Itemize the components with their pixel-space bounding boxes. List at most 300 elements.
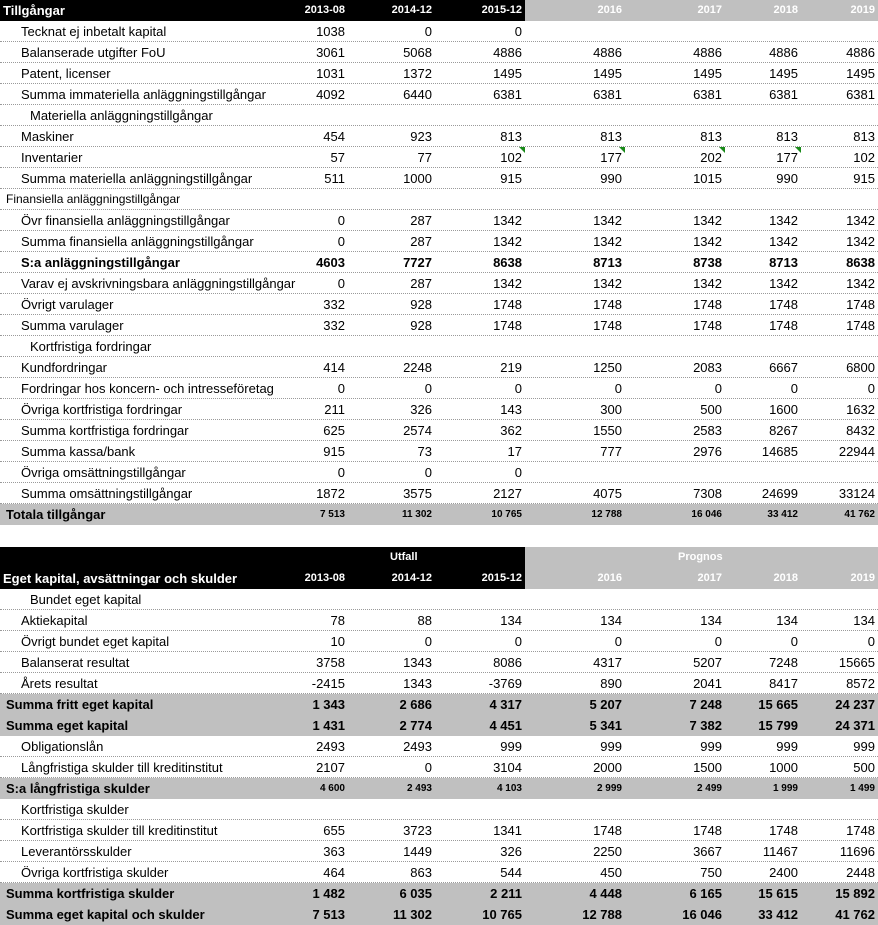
value-cell[interactable] xyxy=(625,336,725,357)
value-cell[interactable]: 2000 xyxy=(593,760,622,775)
period-header[interactable]: 2015-12 xyxy=(481,4,522,16)
value-cell[interactable]: 15 892 xyxy=(835,886,875,901)
period-header[interactable]: 2018 xyxy=(773,572,798,584)
row-label[interactable]: Kundfordringar xyxy=(21,360,107,375)
value-cell[interactable] xyxy=(801,462,878,483)
value-cell[interactable]: 4603 xyxy=(316,255,345,270)
value-cell[interactable]: 6381 xyxy=(693,87,722,102)
row-label[interactable]: Leverantörsskulder xyxy=(21,844,132,859)
value-cell[interactable]: 10 xyxy=(330,634,345,649)
value-cell[interactable]: 1 482 xyxy=(312,886,345,901)
value-cell[interactable]: 928 xyxy=(410,318,432,333)
period-header[interactable]: 2014-12 xyxy=(391,572,432,584)
value-cell[interactable]: 57 xyxy=(330,150,345,165)
row-label[interactable]: Summa omsättningstillgångar xyxy=(21,486,193,501)
value-cell[interactable]: 1372 xyxy=(403,66,432,81)
value-cell[interactable]: 332 xyxy=(323,297,345,312)
value-cell[interactable]: 2583 xyxy=(693,423,722,438)
value-cell[interactable]: 2107 xyxy=(316,760,345,775)
row-label[interactable]: S:a långfristiga skulder xyxy=(6,781,150,796)
value-cell[interactable]: 8638 xyxy=(846,255,875,270)
row-label[interactable]: Summa kassa/bank xyxy=(21,444,136,459)
value-cell[interactable]: 4 317 xyxy=(489,697,522,712)
value-cell[interactable]: 10 765 xyxy=(482,907,522,922)
value-cell[interactable] xyxy=(801,189,878,210)
value-cell[interactable]: 4886 xyxy=(593,45,622,60)
value-cell[interactable]: 7248 xyxy=(769,655,798,670)
value-cell[interactable]: 5 207 xyxy=(589,697,622,712)
value-cell[interactable]: 813 xyxy=(700,129,722,144)
value-cell[interactable]: 999 xyxy=(700,739,722,754)
row-label[interactable]: Balanserade utgifter FoU xyxy=(21,45,166,60)
value-cell[interactable]: 10 765 xyxy=(491,509,522,520)
value-cell[interactable]: 1342 xyxy=(846,213,875,228)
value-cell[interactable] xyxy=(725,336,801,357)
value-cell[interactable]: 0 xyxy=(424,381,432,396)
value-cell[interactable]: 1748 xyxy=(693,318,722,333)
value-cell[interactable]: 2127 xyxy=(493,486,522,501)
value-cell[interactable] xyxy=(348,589,435,610)
value-cell[interactable] xyxy=(258,189,348,210)
value-cell[interactable]: 1342 xyxy=(593,276,622,291)
value-cell[interactable]: 0 xyxy=(514,465,522,480)
value-cell[interactable]: 813 xyxy=(600,129,622,144)
value-cell[interactable]: 1550 xyxy=(593,423,622,438)
value-cell[interactable]: 0 xyxy=(867,634,875,649)
value-cell[interactable]: 287 xyxy=(410,213,432,228)
value-cell[interactable]: 3061 xyxy=(316,45,345,60)
value-cell[interactable]: 8738 xyxy=(693,255,722,270)
value-cell[interactable]: 5068 xyxy=(403,45,432,60)
value-cell[interactable]: 655 xyxy=(323,823,345,838)
value-cell[interactable] xyxy=(625,799,725,820)
row-label[interactable]: Summa eget kapital och skulder xyxy=(6,907,205,922)
value-cell[interactable]: 1342 xyxy=(769,213,798,228)
value-cell[interactable]: 300 xyxy=(600,402,622,417)
value-cell[interactable]: 4886 xyxy=(693,45,722,60)
row-label[interactable]: Övr finansiella anläggningstillgångar xyxy=(21,213,230,228)
value-cell[interactable]: 8713 xyxy=(769,255,798,270)
value-cell[interactable]: 1341 xyxy=(493,823,522,838)
value-cell[interactable]: 33 412 xyxy=(758,907,798,922)
value-cell[interactable]: 41 762 xyxy=(844,509,875,520)
value-cell[interactable]: 1342 xyxy=(493,276,522,291)
row-label[interactable]: Varav ej avskrivningsbara anläggningstillgångar xyxy=(21,276,296,291)
value-cell[interactable]: 1748 xyxy=(693,297,722,312)
row-label[interactable]: Summa kortfristiga fordringar xyxy=(21,423,189,438)
value-cell[interactable] xyxy=(435,336,525,357)
value-cell[interactable]: 17 xyxy=(507,444,522,459)
value-cell[interactable] xyxy=(258,336,348,357)
value-cell[interactable]: 2248 xyxy=(403,360,432,375)
period-header[interactable]: 2019 xyxy=(850,4,875,16)
value-cell[interactable]: 134 xyxy=(700,613,722,628)
value-cell[interactable]: 0 xyxy=(714,381,722,396)
row-label[interactable]: Långfristiga skulder till kreditinstitut xyxy=(21,760,223,775)
value-cell[interactable]: 143 xyxy=(500,402,522,417)
value-cell[interactable] xyxy=(258,799,348,820)
value-cell[interactable]: 7 513 xyxy=(319,509,345,520)
value-cell[interactable]: 16 046 xyxy=(682,907,722,922)
value-cell[interactable]: 134 xyxy=(853,613,875,628)
value-cell[interactable]: 0 xyxy=(514,381,522,396)
value-cell[interactable]: 177 xyxy=(725,147,801,168)
value-cell[interactable]: 813 xyxy=(500,129,522,144)
value-cell[interactable]: 6667 xyxy=(769,360,798,375)
value-cell[interactable]: 813 xyxy=(776,129,798,144)
value-cell[interactable]: 1748 xyxy=(846,297,875,312)
value-cell[interactable] xyxy=(725,589,801,610)
value-cell[interactable]: 3104 xyxy=(493,760,522,775)
value-cell[interactable]: 134 xyxy=(776,613,798,628)
value-cell[interactable]: 777 xyxy=(600,444,622,459)
value-cell[interactable] xyxy=(625,589,725,610)
value-cell[interactable]: 102 xyxy=(853,150,875,165)
value-cell[interactable]: 211 xyxy=(324,402,345,417)
value-cell[interactable]: 15 665 xyxy=(758,697,798,712)
value-cell[interactable]: 1495 xyxy=(593,66,622,81)
value-cell[interactable]: 1500 xyxy=(693,760,722,775)
row-label[interactable]: Kortfristiga skulder till kreditinstitut xyxy=(21,823,218,838)
value-cell[interactable]: 0 xyxy=(424,634,432,649)
value-cell[interactable]: 2448 xyxy=(846,865,875,880)
value-cell[interactable]: 1342 xyxy=(846,234,875,249)
value-cell[interactable]: 511 xyxy=(324,171,345,186)
value-cell[interactable]: 890 xyxy=(600,676,622,691)
value-cell[interactable] xyxy=(258,105,348,126)
value-cell[interactable]: 1343 xyxy=(403,676,432,691)
value-cell[interactable]: 0 xyxy=(424,24,432,39)
value-cell[interactable] xyxy=(435,799,525,820)
value-cell[interactable]: 7 248 xyxy=(689,697,722,712)
value-cell[interactable]: 1748 xyxy=(769,823,798,838)
value-cell[interactable]: 8267 xyxy=(769,423,798,438)
value-cell[interactable]: 450 xyxy=(600,865,622,880)
row-label[interactable]: Bundet eget kapital xyxy=(30,592,142,607)
value-cell[interactable]: 219 xyxy=(500,360,522,375)
value-cell[interactable]: 999 xyxy=(776,739,798,754)
period-header[interactable]: 2013-08 xyxy=(304,4,345,16)
value-cell[interactable]: 928 xyxy=(410,297,432,312)
value-cell[interactable]: 1600 xyxy=(769,402,798,417)
value-cell[interactable]: 1342 xyxy=(593,234,622,249)
value-cell[interactable] xyxy=(435,589,525,610)
value-cell[interactable]: 0 xyxy=(790,634,798,649)
period-header[interactable]: 2016 xyxy=(597,572,622,584)
value-cell[interactable]: 363 xyxy=(323,844,345,859)
value-cell[interactable]: 500 xyxy=(700,402,722,417)
value-cell[interactable]: 414 xyxy=(323,360,345,375)
value-cell[interactable]: 1342 xyxy=(493,234,522,249)
period-header[interactable]: 2015-12 xyxy=(481,572,522,584)
value-cell[interactable]: 1342 xyxy=(593,213,622,228)
value-cell[interactable]: 11696 xyxy=(839,844,875,859)
row-label[interactable]: S:a anläggningstillgångar xyxy=(21,255,180,270)
value-cell[interactable]: 8713 xyxy=(593,255,622,270)
value-cell[interactable]: 8572 xyxy=(846,676,875,691)
value-cell[interactable]: 1748 xyxy=(769,297,798,312)
row-label[interactable]: Fordringar hos koncern- och intresseföretag xyxy=(21,381,274,396)
value-cell[interactable]: 326 xyxy=(410,402,432,417)
value-cell[interactable]: 1342 xyxy=(693,276,722,291)
value-cell[interactable]: -3769 xyxy=(488,676,522,691)
value-cell[interactable]: 625 xyxy=(323,423,345,438)
value-cell[interactable]: 15 615 xyxy=(758,886,798,901)
value-cell[interactable]: 5207 xyxy=(693,655,722,670)
period-header[interactable]: 2018 xyxy=(773,4,798,16)
row-label[interactable]: Summa fritt eget kapital xyxy=(6,697,154,712)
value-cell[interactable] xyxy=(435,105,525,126)
value-cell[interactable]: 4075 xyxy=(593,486,622,501)
row-label[interactable]: Materiella anläggningstillgångar xyxy=(30,108,213,123)
value-cell[interactable]: 15665 xyxy=(838,655,875,670)
row-label[interactable]: Obligationslån xyxy=(21,739,104,754)
value-cell[interactable]: 2 999 xyxy=(596,783,622,794)
value-cell[interactable]: 2 686 xyxy=(399,697,432,712)
value-cell[interactable]: 813 xyxy=(853,129,875,144)
value-cell[interactable]: 24 371 xyxy=(835,718,875,733)
value-cell[interactable]: 3667 xyxy=(693,844,722,859)
value-cell[interactable]: 1872 xyxy=(316,486,345,501)
value-cell[interactable]: 750 xyxy=(700,865,722,880)
value-cell[interactable]: 12 788 xyxy=(582,907,622,922)
value-cell[interactable]: 6381 xyxy=(493,87,522,102)
value-cell[interactable]: 6 035 xyxy=(399,886,432,901)
row-label[interactable]: Kortfristiga fordringar xyxy=(30,339,152,354)
value-cell[interactable] xyxy=(625,462,725,483)
value-cell[interactable] xyxy=(801,21,878,42)
value-cell[interactable]: 2976 xyxy=(693,444,722,459)
row-label[interactable]: Årets resultat xyxy=(21,676,98,691)
value-cell[interactable]: 1015 xyxy=(693,171,722,186)
row-label[interactable]: Patent, licenser xyxy=(21,66,111,81)
value-cell[interactable]: 1748 xyxy=(769,318,798,333)
value-cell[interactable]: 999 xyxy=(500,739,522,754)
row-label[interactable]: Summa materiella anläggningstillgångar xyxy=(21,171,253,186)
value-cell[interactable]: 4 103 xyxy=(496,783,522,794)
value-cell[interactable]: 4092 xyxy=(316,87,345,102)
value-cell[interactable]: 0 xyxy=(337,234,345,249)
value-cell[interactable]: 24699 xyxy=(761,486,798,501)
value-cell[interactable]: 915 xyxy=(853,171,875,186)
value-cell[interactable] xyxy=(801,589,878,610)
value-cell[interactable]: 915 xyxy=(323,444,345,459)
row-label[interactable]: Övrigt varulager xyxy=(21,297,114,312)
value-cell[interactable] xyxy=(525,105,625,126)
row-label[interactable]: Balanserat resultat xyxy=(21,655,130,670)
value-cell[interactable]: 8432 xyxy=(846,423,875,438)
value-cell[interactable]: 1748 xyxy=(593,297,622,312)
value-cell[interactable]: 1342 xyxy=(693,234,722,249)
value-cell[interactable]: 0 xyxy=(614,634,622,649)
value-cell[interactable]: 88 xyxy=(417,613,432,628)
value-cell[interactable]: 923 xyxy=(410,129,432,144)
value-cell[interactable]: 7 513 xyxy=(312,907,345,922)
value-cell[interactable]: 362 xyxy=(500,423,522,438)
value-cell[interactable]: 0 xyxy=(614,381,622,396)
period-header[interactable]: 2014-12 xyxy=(391,4,432,16)
value-cell[interactable]: 14685 xyxy=(761,444,798,459)
value-cell[interactable]: 11 302 xyxy=(392,907,432,922)
period-header[interactable]: 2017 xyxy=(697,4,722,16)
value-cell[interactable]: 2400 xyxy=(769,865,798,880)
value-cell[interactable]: 134 xyxy=(500,613,522,628)
value-cell[interactable]: 73 xyxy=(417,444,432,459)
row-label[interactable]: Inventarier xyxy=(21,150,83,165)
value-cell[interactable] xyxy=(801,799,878,820)
value-cell[interactable]: 6 165 xyxy=(689,886,722,901)
value-cell[interactable]: 4 600 xyxy=(319,783,345,794)
value-cell[interactable] xyxy=(725,462,801,483)
value-cell[interactable]: 999 xyxy=(600,739,622,754)
row-label[interactable]: Summa eget kapital xyxy=(6,718,129,733)
value-cell[interactable]: 4886 xyxy=(493,45,522,60)
value-cell[interactable]: 2 774 xyxy=(399,718,432,733)
value-cell[interactable]: 999 xyxy=(853,739,875,754)
value-cell[interactable]: 33 412 xyxy=(767,509,798,520)
value-cell[interactable]: 287 xyxy=(410,234,432,249)
value-cell[interactable] xyxy=(348,105,435,126)
value-cell[interactable]: 1748 xyxy=(593,823,622,838)
row-label[interactable]: Summa finansiella anläggningstillgångar xyxy=(21,234,254,249)
value-cell[interactable]: 2041 xyxy=(693,676,722,691)
value-cell[interactable]: 1748 xyxy=(846,823,875,838)
value-cell[interactable]: 2493 xyxy=(316,739,345,754)
value-cell[interactable] xyxy=(525,336,625,357)
value-cell[interactable]: 990 xyxy=(776,171,798,186)
value-cell[interactable]: 0 xyxy=(514,24,522,39)
row-label[interactable]: Övriga omsättningstillgångar xyxy=(21,465,186,480)
value-cell[interactable]: 1449 xyxy=(403,844,432,859)
value-cell[interactable]: 15 799 xyxy=(758,718,798,733)
row-label[interactable]: Övriga kortfristiga fordringar xyxy=(21,402,183,417)
value-cell[interactable]: 2574 xyxy=(403,423,432,438)
value-cell[interactable]: 4 451 xyxy=(489,718,522,733)
value-cell[interactable]: 2083 xyxy=(693,360,722,375)
value-cell[interactable]: 1342 xyxy=(846,276,875,291)
value-cell[interactable]: 177 xyxy=(525,147,625,168)
value-cell[interactable]: 7727 xyxy=(403,255,432,270)
value-cell[interactable]: 1 431 xyxy=(312,718,345,733)
value-cell[interactable] xyxy=(625,21,725,42)
value-cell[interactable] xyxy=(625,105,725,126)
value-cell[interactable]: 6381 xyxy=(593,87,622,102)
value-cell[interactable]: 1748 xyxy=(493,318,522,333)
value-cell[interactable]: 1495 xyxy=(493,66,522,81)
value-cell[interactable]: 3723 xyxy=(403,823,432,838)
value-cell[interactable]: 8638 xyxy=(493,255,522,270)
row-label[interactable]: Övrigt bundet eget kapital xyxy=(21,634,170,649)
value-cell[interactable]: 77 xyxy=(417,150,432,165)
value-cell[interactable]: 863 xyxy=(410,865,432,880)
row-label[interactable]: Aktiekapital xyxy=(21,613,88,628)
value-cell[interactable] xyxy=(348,189,435,210)
value-cell[interactable]: 6440 xyxy=(403,87,432,102)
value-cell[interactable]: 0 xyxy=(337,381,345,396)
value-cell[interactable] xyxy=(725,189,801,210)
value-cell[interactable]: 1748 xyxy=(846,318,875,333)
value-cell[interactable]: 454 xyxy=(323,129,345,144)
value-cell[interactable]: 2250 xyxy=(593,844,622,859)
value-cell[interactable] xyxy=(525,189,625,210)
value-cell[interactable]: 6381 xyxy=(769,87,798,102)
value-cell[interactable] xyxy=(348,336,435,357)
value-cell[interactable] xyxy=(348,799,435,820)
value-cell[interactable] xyxy=(525,799,625,820)
value-cell[interactable] xyxy=(625,189,725,210)
period-header[interactable]: 2019 xyxy=(850,572,875,584)
value-cell[interactable] xyxy=(801,105,878,126)
row-label[interactable]: Summa varulager xyxy=(21,318,124,333)
value-cell[interactable]: 22944 xyxy=(838,444,875,459)
period-header[interactable]: 2016 xyxy=(597,4,622,16)
value-cell[interactable]: 1 499 xyxy=(849,783,875,794)
value-cell[interactable]: -2415 xyxy=(311,676,345,691)
value-cell[interactable]: 1038 xyxy=(316,24,345,39)
value-cell[interactable]: 11467 xyxy=(762,844,798,859)
value-cell[interactable]: 2493 xyxy=(403,739,432,754)
value-cell[interactable] xyxy=(258,589,348,610)
value-cell[interactable]: 990 xyxy=(600,171,622,186)
value-cell[interactable]: 8086 xyxy=(493,655,522,670)
value-cell[interactable] xyxy=(725,105,801,126)
period-header[interactable]: 2017 xyxy=(697,572,722,584)
value-cell[interactable]: 11 302 xyxy=(401,509,432,520)
value-cell[interactable]: 1031 xyxy=(316,66,345,81)
period-header[interactable]: 2013-08 xyxy=(304,572,345,584)
value-cell[interactable]: 5 341 xyxy=(589,718,622,733)
value-cell[interactable] xyxy=(525,21,625,42)
value-cell[interactable]: 41 762 xyxy=(835,907,875,922)
value-cell[interactable]: 3758 xyxy=(316,655,345,670)
value-cell[interactable]: 0 xyxy=(337,276,345,291)
value-cell[interactable]: 500 xyxy=(853,760,875,775)
value-cell[interactable]: 4317 xyxy=(593,655,622,670)
value-cell[interactable]: 134 xyxy=(600,613,622,628)
value-cell[interactable] xyxy=(801,336,878,357)
value-cell[interactable]: 1000 xyxy=(403,171,432,186)
value-cell[interactable]: 24 237 xyxy=(835,697,875,712)
row-label[interactable]: Finansiella anläggningstillgångar xyxy=(6,192,181,206)
value-cell[interactable]: 4 448 xyxy=(589,886,622,901)
value-cell[interactable]: 326 xyxy=(500,844,522,859)
value-cell[interactable]: 7308 xyxy=(693,486,722,501)
value-cell[interactable]: 1250 xyxy=(593,360,622,375)
value-cell[interactable]: 915 xyxy=(500,171,522,186)
value-cell[interactable] xyxy=(525,462,625,483)
row-label[interactable]: Totala tillgångar xyxy=(6,507,106,522)
value-cell[interactable]: 1748 xyxy=(493,297,522,312)
value-cell[interactable]: 1748 xyxy=(693,823,722,838)
value-cell[interactable]: 0 xyxy=(714,634,722,649)
value-cell[interactable]: 6381 xyxy=(846,87,875,102)
value-cell[interactable]: 1342 xyxy=(769,276,798,291)
value-cell[interactable]: 1 343 xyxy=(312,697,345,712)
value-cell[interactable]: 0 xyxy=(790,381,798,396)
value-cell[interactable]: 1748 xyxy=(593,318,622,333)
value-cell[interactable]: 8417 xyxy=(769,676,798,691)
row-label[interactable]: Kortfristiga skulder xyxy=(21,802,129,817)
value-cell[interactable]: 0 xyxy=(514,634,522,649)
value-cell[interactable]: 1000 xyxy=(769,760,798,775)
value-cell[interactable] xyxy=(525,589,625,610)
value-cell[interactable]: 1342 xyxy=(693,213,722,228)
value-cell[interactable]: 1343 xyxy=(403,655,432,670)
value-cell[interactable]: 2 211 xyxy=(490,886,522,901)
value-cell[interactable]: 7 382 xyxy=(689,718,722,733)
value-cell[interactable]: 12 788 xyxy=(591,509,622,520)
value-cell[interactable]: 16 046 xyxy=(691,509,722,520)
